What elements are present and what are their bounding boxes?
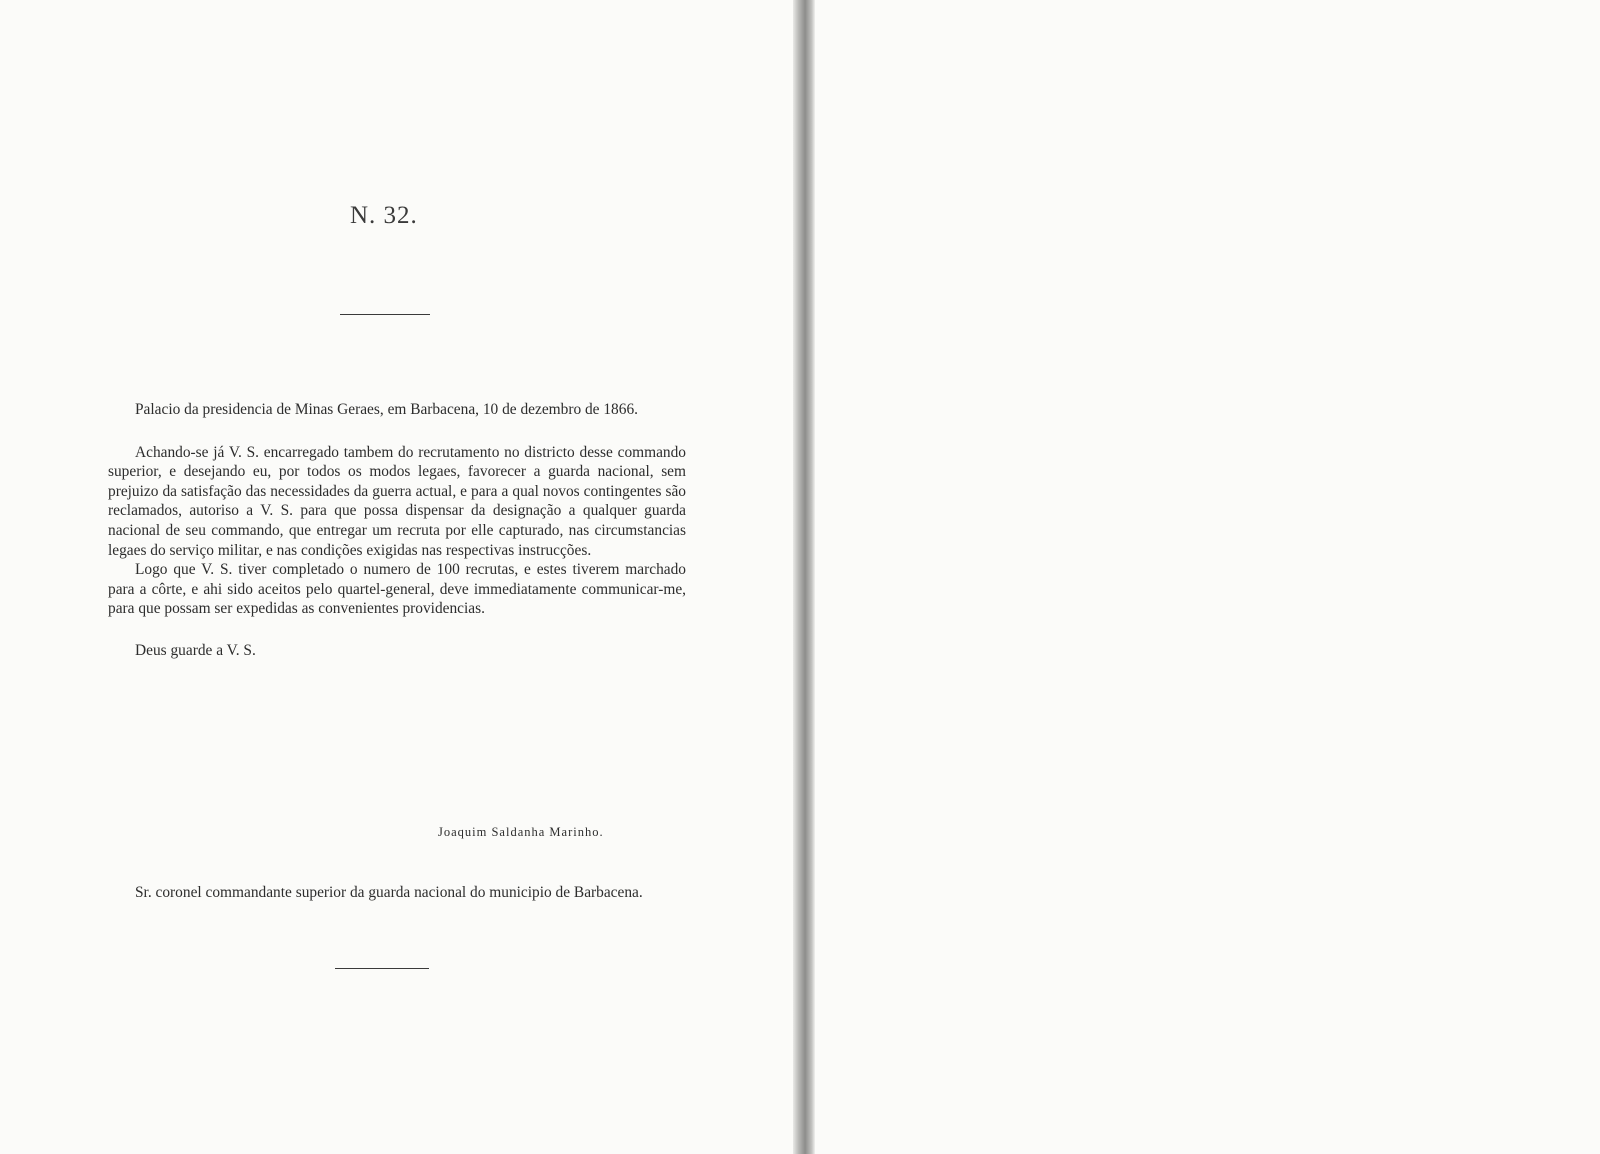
document-number: N. 32. xyxy=(350,202,418,229)
closing-line: Deus guarde a V. S. xyxy=(135,641,256,659)
right-page xyxy=(815,0,1600,1154)
bottom-divider xyxy=(335,968,429,969)
top-divider xyxy=(340,314,430,315)
addressee-text: Sr. coronel commandante superior da guarda nacional do municipio de Barbacena. xyxy=(135,884,643,901)
book-gutter xyxy=(793,0,815,1154)
signature: Joaquim Saldanha Marinho. xyxy=(438,825,604,839)
letter-paragraph: Achando-se já V. S. encarregado tambem do recrutamento no districto desse commando superior, e desejando eu, por todos os modos legaes, favorecer a guarda nacional, sem prejuizo da satisfação das necessidades da guerra actual, e para a qual novos contingentes são reclamados, autoriso a V. S. para que possa dispensar da designação a qualquer guarda nacional de seu commando, que entregar um recruta por elle capturado, nas circumstancias legaes do serviço militar, e nas condições exigidas nas respectivas instrucções. xyxy=(108,443,686,559)
letter-paragraph: Logo que V. S. tiver completado o numero de 100 recrutas, e estes tiverem marchado para a côrte, e ahi sido aceitos pelo quartel-general, deve immediatamente communicar-me, para que possam ser expedidas as convenientes providencias. xyxy=(108,561,686,618)
left-page xyxy=(0,0,790,1154)
addressee xyxy=(108,883,686,903)
place-date: Palacio da presidencia de Minas Geraes, em Barbacena, 10 de dezembro de 1866. xyxy=(135,401,638,418)
letter-body xyxy=(108,400,686,661)
